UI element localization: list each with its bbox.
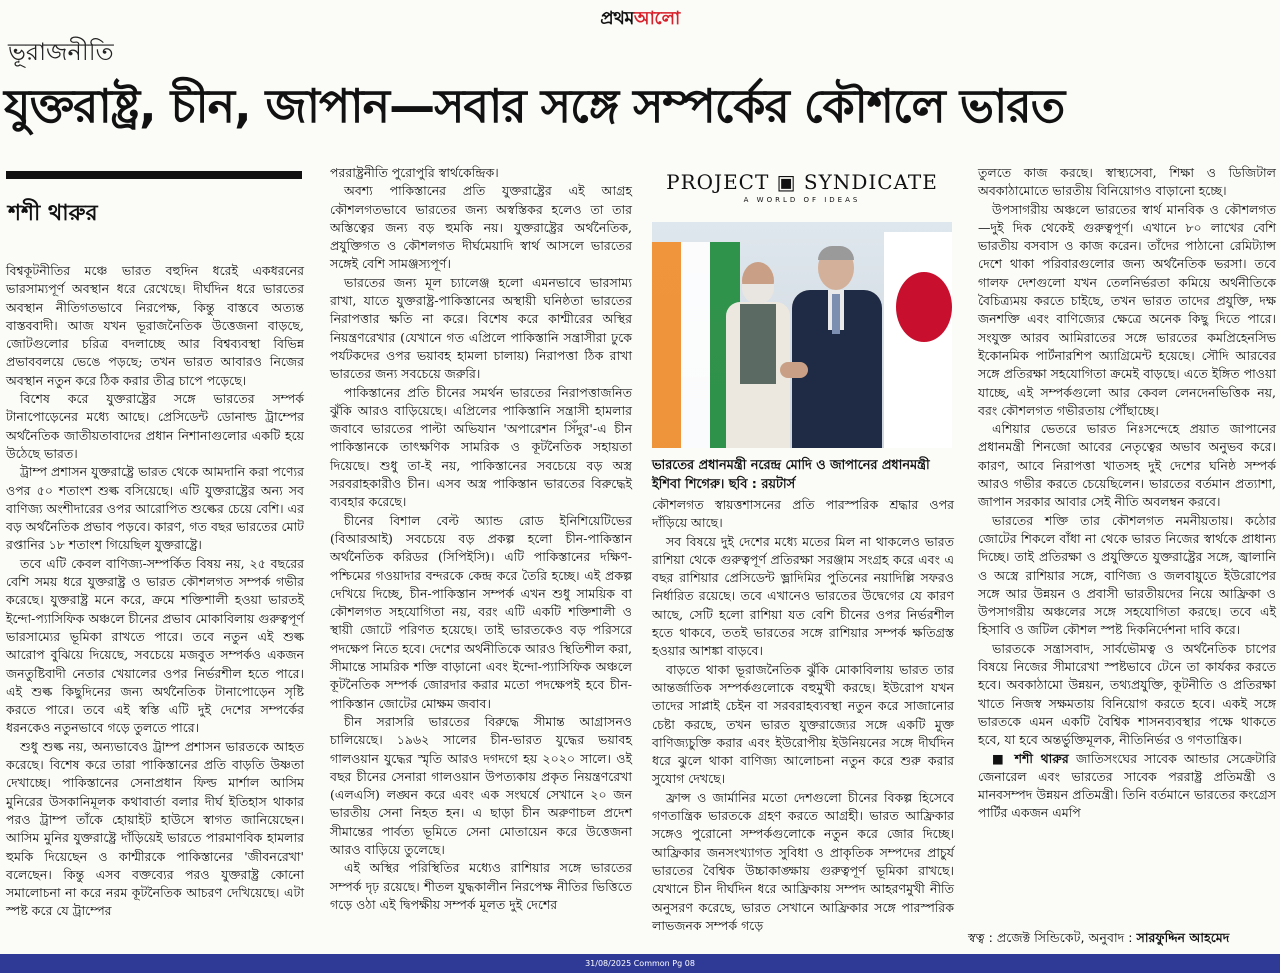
- c4-p4: ভারতকে সন্ত্রাসবাদ, সার্বভৌমত্ব ও অর্থনৈতিক চাপের বিষয়ে নিজের সীমারেখা স্পষ্টভাবে টেনে তা কার্যকর করতে হবে। অবকাঠামো উন্নয়ন, তথ্যপ্রযুক্তি, কূটনীতি ও প্রতিরক্ষা খাতে নিজস্ব সক্ষমতায় বিনিয়োগ করতে হবে। একই সঙ্গে ভারতকে এমন একটি বৈশ্বিক শাসনব্যবস্থার পক্ষে থাকতে হবে, যা হবে অন্তর্ভুক্তিমূলক, নীতিনির্ভর ও গণতান্ত্রিক।: [978, 640, 1276, 748]
- handshake: [780, 362, 808, 378]
- photo-caption: ভারতের প্রধানমন্ত্রী নরেন্দ্র মোদি ও জাপানের প্রধানমন্ত্রী ইশিবা শিগেরু। ছবি : রয়টার্স: [652, 458, 930, 492]
- c1-p0: বিশ্বকূটনীতির মঞ্চে ভারত বহুদিন ধরেই একধরনের ভারসাম্যপূর্ণ অবস্থান ধরে রেখেছে। দীর্ঘদিন ধরে ভারতের অবস্থান নীতিগতভাবে নিরপেক্ষ, কিন্তু বাস্তবে অত্যন্ত বাস্তববাদী। আজ যখন ভূরাজনৈতিক উত্তেজনা বাড়ছে, জোটগুলোর চরিত্র বদলাচ্ছে আর বিশ্বব্যবস্থা বিভিন্ন প্রভাববলয়ে ভেঙে পড়ছে; তখন ভারত আবারও নিজের অবস্থান নতুন করে ঠিক করার তীব্র চাপে পড়েছে।: [6, 263, 304, 388]
- c3-p3: ফ্রান্স ও জার্মানির মতো দেশগুলো চীনের বিকল্প হিসেবে গণতান্ত্রিক ভারতকে গ্রহণ করতে আগ্রহী। ভারত আফ্রিকার সঙ্গেও পুরোনো সম্পর্কগুলোকে নতুন করে জোর দিচ্ছে। আফ্রিকার জনসংখ্যাগত সুবিধা ও প্রাকৃতিক সম্পদের প্রাচুর্য ভারতের বৈশ্বিক উচ্চাকাঙ্ক্ষায় গুরুত্বপূর্ণ ভূমিকা রাখছে। যেখানে চীন দীর্ঘদিন ধরে আফ্রিকায় সম্পদ আহরণমুখী নীতি অনুসরণ করেছে, ভারত সেখানে আফ্রিকার সঙ্গে পারস্পরিক লাভজনক সম্পর্ক গড়ে: [652, 789, 954, 933]
- c2-p6: এই অস্থির পরিস্থিতির মধ্যেও রাশিয়ার সঙ্গে ভারতের সম্পর্ক দৃঢ় রয়েছে। শীতল যুদ্ধকালীন নিরপেক্ষ নীতির ভিত্তিতে গড়ে ওঠা এই দ্বিপক্ষীয় সম্পর্ক মূলত দুই দেশের: [330, 860, 632, 912]
- column-3: [652, 496, 954, 935]
- bio-text: জাতিসংঘের সাবেক আন্ডার সেক্রেটারি জেনারেল এবং ভারতের সাবেক পররাষ্ট্র প্রতিমন্ত্রী ও মানবসম্পদ উন্নয়ন প্রতিমন্ত্রী। তিনি বর্তমানে ভারতের কংগ্রেস পার্টির একজন এমপি: [978, 750, 1276, 821]
- c4-p0: তুলতে কাজ করছে। স্বাস্থ্যসেবা, শিক্ষা ও ডিজিটাল অবকাঠামোতে ভারতীয় বিনিয়োগও বাড়ানো হচ্ছে।: [978, 165, 1276, 199]
- masthead-part1: প্রথম: [600, 8, 634, 29]
- masthead-logo: [0, 4, 1280, 35]
- person-ishiba: [792, 246, 882, 448]
- photo-modi-ishiba: [652, 222, 952, 448]
- column-1: [6, 262, 304, 921]
- c2-p2: ভারতের জন্য মূল চ্যালেঞ্জ হলো এমনভাবে ভারসাম্য রাখা, যাতে যুক্তরাষ্ট্র-পাকিস্তানের অস্থায়ী ঘনিষ্ঠতা ভারতের নিরাপত্তার ক্ষতি না করে। বিশেষ করে কাশ্মীরের অস্থির নিয়ন্ত্রণরেখার (যেখানে গত এপ্রিলে পাকিস্তানি সন্ত্রাসীরা ঢুকে পর্যটকদের ওপর ভয়াবহ হামলা চালায়) নিরাপত্তা ঠিক রাখা ভারতের জন্য সবচেয়ে জরুরি।: [330, 274, 632, 382]
- byline-rule: [6, 171, 302, 179]
- column-2: [330, 164, 632, 914]
- page-footer: 31/08/2025 Common Pg 08: [0, 954, 1280, 973]
- japan-flag-graphic: [884, 232, 952, 448]
- headline: যুক্তরাষ্ট্র, চীন, জাপান—সবার সঙ্গে সম্পর্কের কৌশলে ভারত: [4, 79, 1065, 133]
- c3-p2: বাড়তে থাকা ভূরাজনৈতিক ঝুঁকি মোকাবিলায় ভারত তার আন্তর্জাতিক সম্পর্কগুলোকে বহুমুখী করছে। ইউরোপ যখন তাদের সাপ্লাই চেইন বা সরবরাহব্যবস্থা নতুন করে সাজানোর চেষ্টা করছে, তখন ভারত যুক্তরাজ্যের সঙ্গে একটি মুক্ত বাণিজ্যচুক্তি করার এবং ইউরোপীয় ইউনিয়নের সঙ্গে দীর্ঘদিন ধরে ঝুলে থাকা বাণিজ্য আলোচনা নতুন করে শুরু করার সুযোগ দেখছে।: [652, 661, 954, 787]
- c1-p4: শুধু শুল্ক নয়, অন্যভাবেও ট্রাম্প প্রশাসন ভারতকে আহত করেছে। বিশেষ করে তারা পাকিস্তানের প্রতি বাড়তি উষ্ণতা দেখাচ্ছে। পাকিস্তানের সেনাপ্রধান ফিল্ড মার্শাল আসিম মুনিরের উসকানিমূলক কথাবার্তা বলার দীর্ঘ ইতিহাস থাকার পরও ট্রাম্প তাঁকে হোয়াইট হাউসে স্বাগত জানিয়েছেন। আসিম মুনির যুক্তরাষ্ট্রে দাঁড়িয়েই ভারতে পারমাণবিক হামলার হুমকি দিয়েছেন ও কাশ্মীরকে পাকিস্তানের 'জীবনরেখা' বলেছেন। কিন্তু এসব বক্তব্যের পরও যুক্তরাষ্ট্র কোনো সমালোচনা না করে নরম কূটনৈতিক আচরণ দেখিয়েছে। এটা স্পষ্ট করে যে ট্রাম্পের: [6, 738, 304, 919]
- c4-p2: এশিয়ার ভেতরে ভারত নিঃসন্দেহে প্রয়াত জাপানের প্রধানমন্ত্রী শিনজো আবের নেতৃত্বের অভাব অনুভব করে। কারণ, আবে নিরাপত্তা খাতসহ দুই দেশের ঘনিষ্ঠ সম্পর্ক আরও গভীর করতে চেয়েছিলেন। ভারতের বর্তমান প্রত্যাশা, জাপান সরকার আবার সেই নীতি অবলম্বন করবে।: [978, 421, 1276, 510]
- c1-p3: তবে এটি কেবল বাণিজ্য-সম্পর্কিত বিষয় নয়, ২৫ বছরের বেশি সময় ধরে যুক্তরাষ্ট্র ও ভারত কৌশলগত সম্পর্ক গভীর করেছে। যুক্তরাষ্ট্র মনে করে, ক্রমে শক্তিশালী হওয়া ভারতই ইন্দো-প্যাসিফিক অঞ্চলে চীনের প্রভাব মোকাবিলায় গুরুত্বপূর্ণ ভারসাম্যের ভূমিকা রাখতে পারে। তবে নতুন এই শুল্ক আরোপ বুঝিয়ে দিয়েছে, সবচেয়ে মজবুত সম্পর্কও একজন জনতুষ্টিবাদী নেতার খেয়ালের ওপর নির্ভরশীল হতে পারে। এই শুল্ক কিছুদিনের জন্য অর্থনৈতিক টানাপোড়েন সৃষ্টি করতে পারে। তবে এই স্বস্তি এটি দুই দেশের সম্পর্কের ধরনকেও নতুনভাবে গড়ে তুলতে পারে।: [6, 555, 304, 736]
- credit-prefix: স্বত্ব : প্রজেক্ট সিন্ডিকেট, অনুবাদ :: [968, 930, 1133, 945]
- masthead-part2: আলো: [633, 8, 680, 29]
- c1-p1: বিশেষ করে যুক্তরাষ্ট্রের সঙ্গে ভারতের সম্পর্ক টানাপোড়েনের মধ্যে আছে। প্রেসিডেন্ট ডোনাল্ড ট্রাম্পের অর্থনৈতিক জাতীয়তাবাদের প্রধান নিশানাগুলোর একটি হয়ে উঠেছে ভারত।: [6, 391, 304, 461]
- ps-title: PROJECT ▣ SYNDICATE: [666, 170, 938, 194]
- section-label: ভূরাজনীতি: [8, 38, 114, 66]
- project-syndicate-logo: [652, 170, 952, 204]
- c2-p0: পররাষ্ট্রনীতি পুরোপুরি স্বার্থকেন্দ্রিক।: [330, 165, 499, 180]
- c3-p0: কৌশলগত স্বায়ত্তশাসনের প্রতি পারস্পরিক শ্রদ্ধার ওপর দাঁড়িয়ে আছে।: [652, 497, 954, 531]
- bio-name: ■ শশী থারুর: [992, 750, 1069, 766]
- c4-p1: উপসাগরীয় অঞ্চলে ভারতের স্বার্থ মানবিক ও কৌশলগত—দুই দিক থেকেই গুরুত্বপূর্ণ। এখানে ৮০ লাখের বেশি ভারতীয় বসবাস ও কাজ করেন। তাঁদের পাঠানো রেমিট্যান্স দেশে থাকা পরিবারগুলোর জন্য অর্থনৈতিক ভরসা। তবে গালফ দেশগুলো যখন তেলনির্ভরতা কমিয়ে অর্থনীতিকে বৈচিত্র্যময় করতে চাইছে, তখন ভারত তাদের প্রযুক্তি, দক্ষ জনশক্তি এবং বাণিজ্যের ক্ষেত্রে অনেক কিছু দিতে পারে। সংযুক্ত আরব আমিরাতের সঙ্গে ভারতের কমপ্রিহেনসিভ ইকোনমিক পার্টনারশিপ অ্যাগ্রিমেন্ট হয়েছে। সৌদি আরবের সঙ্গে প্রতিরক্ষা সহযোগিতা ক্রমেই বাড়ছে। এতে ইঙ্গিত পাওয়া যাচ্ছে, এই সম্পর্কগুলো আর কেবল লেনদেনভিত্তিক নয়, বরং কৌশলগত গভীরতায় পৌঁছাচ্ছে।: [978, 201, 1276, 418]
- byline: শশী থারুর: [8, 201, 98, 226]
- credit-translator: সারফুদ্দিন আহমেদ: [1136, 930, 1230, 945]
- credit-line: [968, 930, 1229, 950]
- c2-p3: পাকিস্তানের প্রতি চীনের সমর্থন ভারতের নিরাপত্তাজনিত ঝুঁকি আরও বাড়িয়েছে। এপ্রিলের পাকিস্তানি সন্ত্রাসী হামলার জবাবে ভারতের পাল্টা অভিযান 'অপারেশন সিঁদুর'-এ চীন পাকিস্তানকে তাৎক্ষণিক সামরিক ও কূটনৈতিক সহায়তা দিয়েছে। শুধু তা-ই নয়, পাকিস্তানের সবচেয়ে বড় অস্ত্র সরবরাহকারীও চীন। এসব অস্ত্র পাকিস্তান ভারতের বিরুদ্ধেই ব্যবহার করেছে।: [330, 384, 632, 510]
- c1-p2: ট্রাম্প প্রশাসন যুক্তরাষ্ট্রে ভারত থেকে আমদানি করা পণ্যের ওপর ৫০ শতাংশ শুল্ক বসিয়েছে। এটি যুক্তরাষ্ট্রের অন্য সব বাণিজ্য অংশীদারের ওপর আরোপিত শুল্কের চেয়ে বেশি। এর বড় অর্থনৈতিক প্রভাব পড়বে। কারণ, গত বছর ভারতের মোট রপ্তানির ১৮ শতাংশ গিয়েছিল যুক্তরাষ্ট্রে।: [6, 464, 304, 553]
- column-4: [978, 164, 1276, 823]
- c3-p1: সব বিষয়ে দুই দেশের মধ্যে মতের মিল না থাকলেও ভারত রাশিয়া থেকে গুরুত্বপূর্ণ প্রতিরক্ষা সরঞ্জাম সংগ্রহ করে এবং এ বছর রাশিয়ার প্রেসিডেন্ট ভ্লাদিমির পুতিনের নয়াদিল্লি সফরও নির্ধারিত রয়েছে। তবে এখানেও ভারতের উদ্বেগের যে কারণ আছে, সেটি হলো রাশিয়া যত বেশি চীনের ওপর নির্ভরশীল হতে থাকবে, ততই ভারতের সঙ্গে রাশিয়ার সম্পর্ক ক্ষতিগ্রস্ত হওয়ার আশঙ্কা বাড়বে।: [652, 533, 954, 659]
- c2-p4: চীনের বিশাল বেল্ট অ্যান্ড রোড ইনিশিয়েটিভের (বিআরআই) সবচেয়ে বড় প্রকল্প হলো চীন-পাকিস্তান অর্থনৈতিক করিডর (সিপিইসি)। এটি পাকিস্তানের দক্ষিণ-পশ্চিমের গওয়াদার বন্দরকে কেন্দ্র করে তৈরি হচ্ছে। এই প্রকল্প দেখিয়ে দিচ্ছে, চীন-পাকিস্তান সম্পর্ক এখন শুধু সাময়িক বা কৌশলগত সহযোগিতা নয়, বরং এটি একটি শক্তিশালী ও স্থায়ী জোটে পরিণত হয়েছে। তাই ভারতকেও বড় পরিসরে পদক্ষেপ নিতে হবে। দেশের অর্থনীতিকে আরও স্থিতিশীল করা, সীমান্তে সামরিক শক্তি বাড়ানো এবং ইন্দো-প্যাসিফিক অঞ্চলে কূটনৈতিক সম্পর্ক জোরদার করার মতো পদক্ষেপই হবে চীন-পাকিস্তান জোটের মোক্ষম জবাব।: [330, 512, 632, 711]
- person-modi: [722, 262, 792, 448]
- ps-subtitle: A WORLD OF IDEAS: [743, 196, 861, 204]
- c4-p3: ভারতের শক্তি তার কৌশলগত নমনীয়তায়। কঠোর জোটের শিকলে বাঁধা না থেকে ভারত নিজের স্বার্থকে প্রাধান্য দিচ্ছে। তাই প্রতিরক্ষা ও প্রযুক্তিতে যুক্তরাষ্ট্রের সঙ্গে, জ্বালানি ও অস্ত্রে রাশিয়ার সঙ্গে, বাণিজ্য ও জলবায়ুতে ইউরোপের সঙ্গে আর উন্নয়ন ও প্রবাসী ভারতীয়দের নিয়ে আফ্রিকা ও উপসাগরীয় অঞ্চলের সঙ্গে সহযোগিতা করছে। তবে এই হিসাবি ও জটিল কৌশল স্পষ্ট দিকনির্দেশনা দাবি করে।: [978, 512, 1276, 638]
- author-bio: [978, 750, 1276, 823]
- c2-p5: চীন সরাসরি ভারতের বিরুদ্ধে সীমান্ত আগ্রাসনও চালিয়েছে। ১৯৬২ সালের চীন-ভারত যুদ্ধের ভয়াবহ গালওয়ান যুদ্ধের স্মৃতি আরও দগদগে হয় ২০২০ সালে। ওই বছর চীনের সেনারা গালওয়ান উপত্যকায় প্রকৃত নিয়ন্ত্রণরেখা (এলএসি) লঙ্ঘন করে এবং এক সংঘর্ষে সেখানে ২০ জন ভারতীয় সেনা নিহত হন। এ ছাড়া চীন অরুণাচল প্রদেশ সীমান্তের পার্বত্য ভূমিতে সেনা মোতায়েন করে উত্তেজনা আরও বাড়িয়ে তুলেছে।: [330, 713, 632, 857]
- c2-p1: অবশ্য পাকিস্তানের প্রতি যুক্তরাষ্ট্রের এই আগ্রহ কৌশলগতভাবে ভারতের জন্য অস্বস্তিকর হলেও তা তার অস্তিত্বের জন্য বড় হুমকি নয়। যুক্তরাষ্ট্রের অর্থনৈতিক, প্রযুক্তিগত ও কৌশলগত দীর্ঘমেয়াদি স্বার্থ আসলে ভারতের সঙ্গেই বেশি সামঞ্জস্যপূর্ণ।: [330, 183, 632, 272]
